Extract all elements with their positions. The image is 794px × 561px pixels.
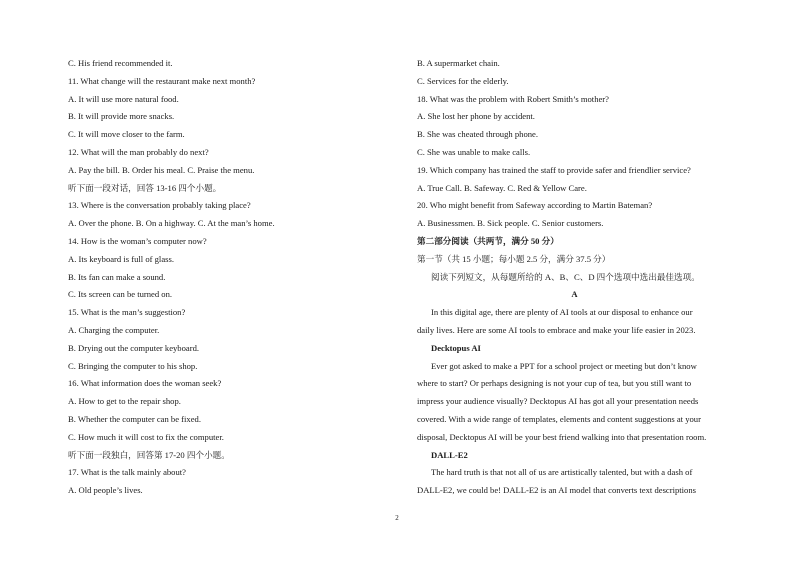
text-line: B. Whether the computer can be fixed. <box>68 413 201 424</box>
text-line: 17. What is the talk mainly about? <box>68 467 186 478</box>
text-line: A. Charging the computer. <box>68 324 160 335</box>
text-line: C. How much it will cost to fix the computer. <box>68 431 224 442</box>
text-line: 第一节（共 15 小题；每小题 2.5 分，满分 37.5 分） <box>417 253 611 264</box>
text-line: 13. Where is the conversation probably taking place? <box>68 200 251 211</box>
text-line: B. She was cheated through phone. <box>417 129 539 140</box>
text-line: 阅读下列短文，从每题所给的 A、B、C、D 四个选项中选出最佳选项。 <box>431 271 700 282</box>
text-line: 11. What change will the restaurant make next month? <box>68 75 256 86</box>
text-line: A. It will use more natural food. <box>68 93 179 104</box>
text-line: C. She was unable to make calls. <box>417 146 531 157</box>
text-line: 18. What was the problem with Robert Smith’s mother? <box>417 93 609 104</box>
section-heading: DALL-E2 <box>431 449 468 460</box>
text-line: 14. How is the woman’s computer now? <box>68 235 207 246</box>
text-line: 听下面一段独白，回答第 17-20 四个小题。 <box>68 449 230 460</box>
text-line: A. True Call. B. Safeway. C. Red & Yellow Care. <box>417 182 587 193</box>
text-line: C. Its screen can be turned on. <box>68 289 173 300</box>
right-column <box>417 55 732 500</box>
text-line: covered. With a wide range of templates, elements and content suggestions at your <box>417 413 701 424</box>
text-line: In this digital age, there are plenty of AI tools at our disposal to enhance our <box>431 307 693 318</box>
text-line: 20. Who might benefit from Safeway according to Martin Bateman? <box>417 200 653 211</box>
text-line: where to start? Or perhaps designing is not your cup of tea, but you still want to <box>417 378 692 389</box>
text-line: 听下面一段对话，回答 13-16 四个小题。 <box>68 182 222 193</box>
text-line: A. Pay the bill. B. Order his meal. C. Praise the menu. <box>68 164 255 175</box>
text-line: 12. What will the man probably do next? <box>68 146 209 157</box>
text-line: 19. Which company has trained the staff to provide safer and friendlier service? <box>417 164 691 175</box>
section-heading: A <box>571 289 578 300</box>
text-line: A. Its keyboard is full of glass. <box>68 253 174 264</box>
text-line: C. It will move closer to the farm. <box>68 129 185 140</box>
text-line: A. She lost her phone by accident. <box>417 111 535 122</box>
text-line: B. It will provide more snacks. <box>68 111 175 122</box>
text-line: 16. What information does the woman seek? <box>68 378 222 389</box>
section-heading: 第二部分阅读（共两节，满分 50 分） <box>417 235 559 246</box>
page-number: 2 <box>395 514 399 522</box>
text-line: DALL-E2, we could be! DALL-E2 is an AI model that converts text descriptions <box>417 485 696 496</box>
text-line: C. His friend recommended it. <box>68 58 173 68</box>
text-line: C. Services for the elderly. <box>417 75 509 86</box>
left-column <box>68 55 388 500</box>
section-heading: Decktopus AI <box>431 342 481 353</box>
text-line: B. A supermarket chain. <box>417 58 500 68</box>
text-line: daily lives. Here are some AI tools to embrace and make your life easier in 2023. <box>417 324 696 335</box>
text-line: The hard truth is that not all of us are artistically talented, but with a dash of <box>431 467 693 478</box>
text-line: A. How to get to the repair shop. <box>68 396 181 407</box>
text-line: Ever got asked to make a PPT for a school project or meeting but don’t know <box>431 360 697 371</box>
text-line: A. Businessmen. B. Sick people. C. Senior customers. <box>417 218 604 229</box>
text-line: B. Drying out the computer keyboard. <box>68 342 200 353</box>
text-line: C. Bringing the computer to his shop. <box>68 360 198 371</box>
text-line: B. Its fan can make a sound. <box>68 271 166 282</box>
text-line: A. Old people’s lives. <box>68 485 143 496</box>
text-line: disposal, Decktopus AI will be your best friend walking into that presentation room. <box>417 431 707 442</box>
text-line: 15. What is the man’s suggestion? <box>68 307 186 318</box>
text-line: impress your audience visually? Decktopus AI has got all your presentation needs <box>417 396 699 407</box>
text-line: A. Over the phone. B. On a highway. C. At the man’s home. <box>68 218 275 229</box>
